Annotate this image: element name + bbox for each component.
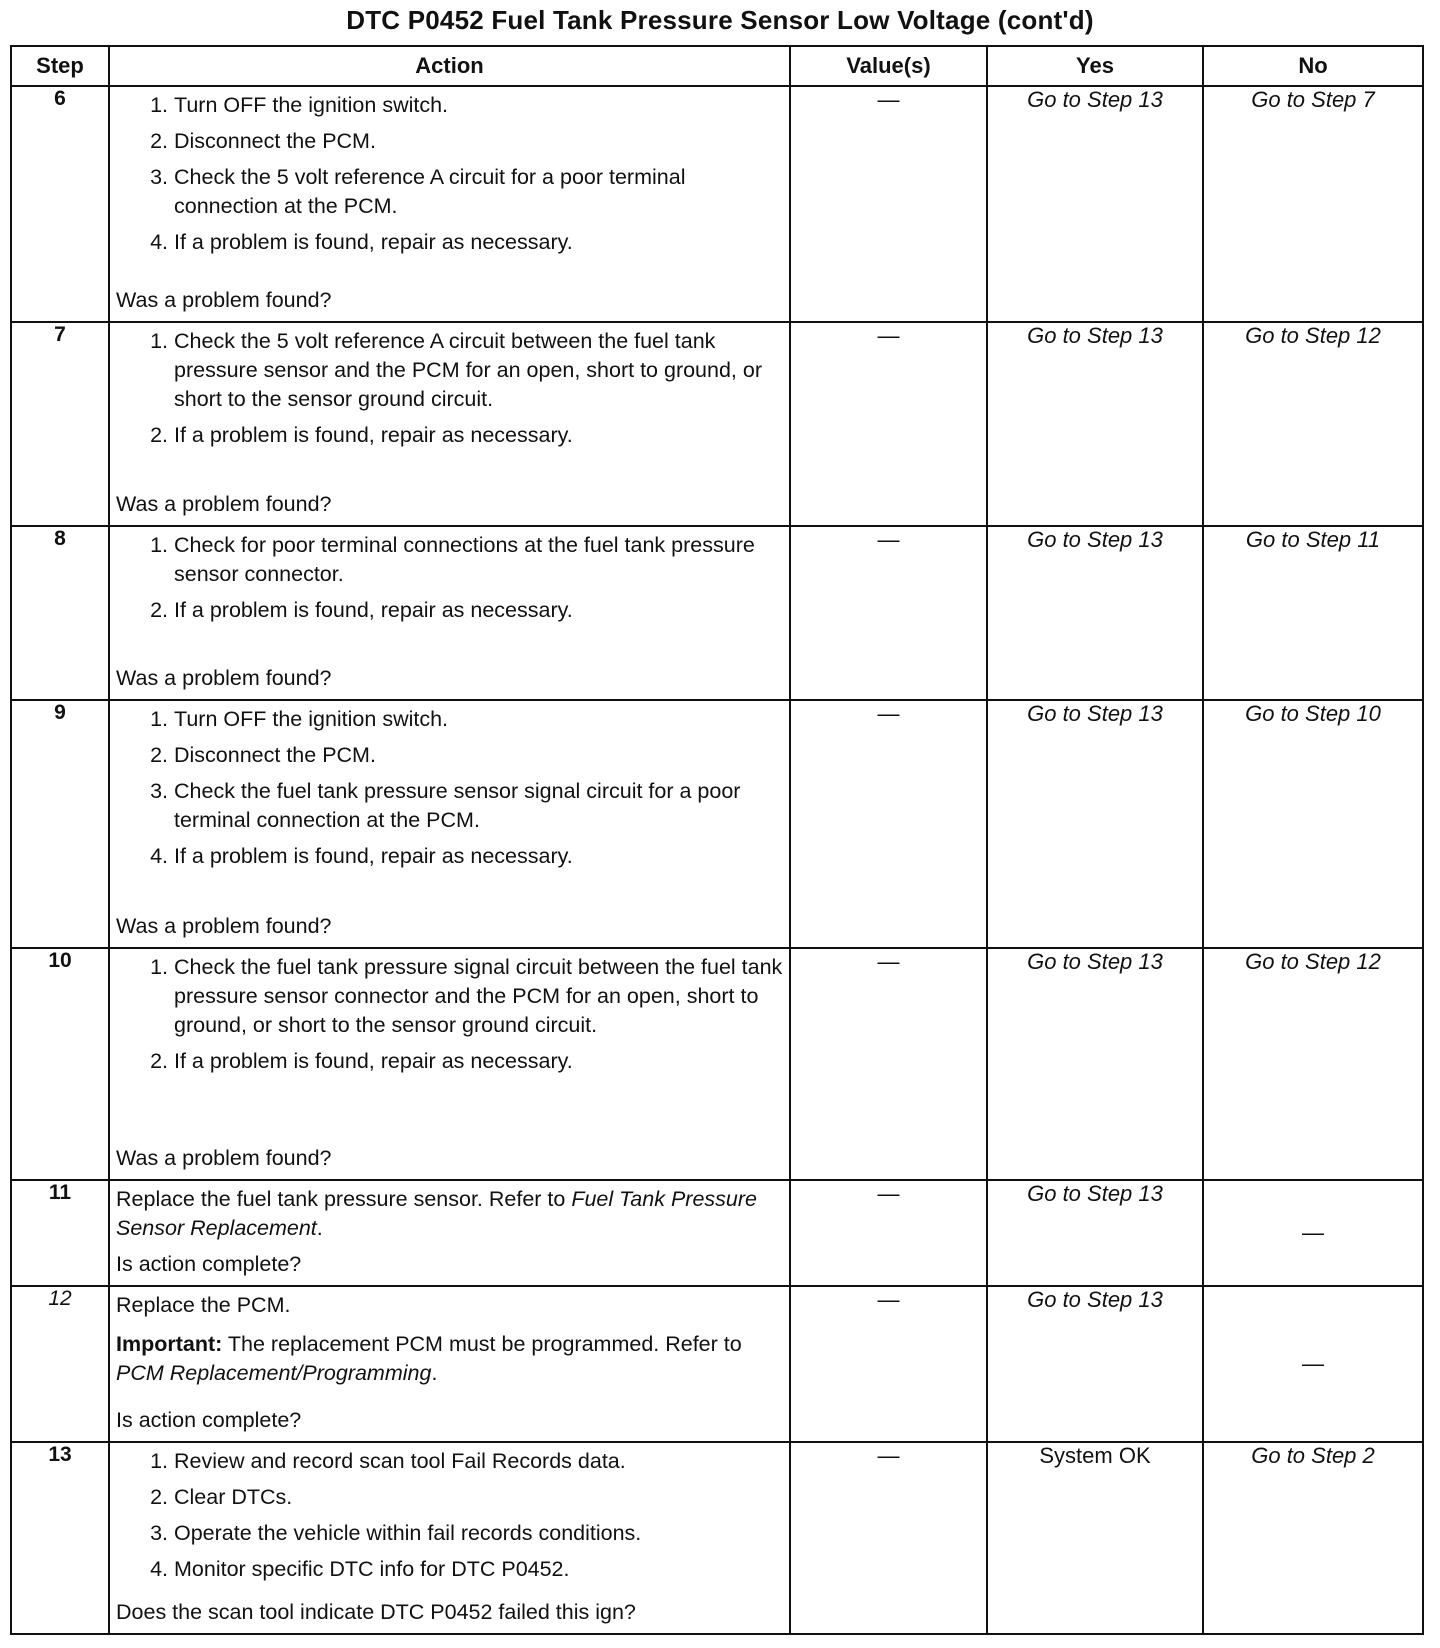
step-number: 6 xyxy=(11,86,109,322)
list-item: 2. If a problem is found, repair as necessary. xyxy=(150,423,573,447)
no-cell: Go to Step 2 xyxy=(1203,1442,1423,1634)
important-note: Important: The replacement PCM must be programmed. Refer to PCM Replacement/Programming. xyxy=(116,1332,742,1385)
list-item: 2. If a problem is found, repair as necessary. xyxy=(150,1049,573,1073)
diagnostic-table xyxy=(10,45,1424,1635)
action-cell xyxy=(109,1180,790,1286)
list-item: 3. Check the 5 volt reference A circuit for a poor terminal connection at the PCM. xyxy=(150,165,686,218)
step-number: 13 xyxy=(11,1442,109,1634)
action-list xyxy=(116,327,783,457)
step-number: 11 xyxy=(11,1180,109,1286)
action-cell xyxy=(109,1286,790,1442)
action-list xyxy=(116,705,783,878)
step-number: 9 xyxy=(11,700,109,948)
action-cell xyxy=(109,948,790,1180)
value-cell: — xyxy=(790,1286,987,1442)
list-item: 2. Clear DTCs. xyxy=(150,1485,293,1509)
action-list xyxy=(116,1447,783,1591)
no-cell: Go to Step 12 xyxy=(1203,948,1423,1180)
action-list xyxy=(116,531,783,632)
table-row xyxy=(11,1286,1423,1442)
question: Is action complete? xyxy=(116,1408,302,1432)
no-cell: Go to Step 10 xyxy=(1203,700,1423,948)
question: Was a problem found? xyxy=(116,914,332,938)
page-title: DTC P0452 Fuel Tank Pressure Sensor Low Voltage (cont'd) xyxy=(346,5,1094,35)
list-item: 4. Monitor specific DTC info for DTC P0452. xyxy=(150,1557,570,1581)
reference-link: Fuel Tank Pressure Sensor Replacement xyxy=(116,1187,757,1240)
list-item: 2. Disconnect the PCM. xyxy=(150,129,376,153)
yes-cell: Go to Step 13 xyxy=(987,1286,1203,1442)
action-cell xyxy=(109,526,790,700)
table-row xyxy=(11,86,1423,322)
list-item: 4. If a problem is found, repair as necessary. xyxy=(150,844,573,868)
header-row xyxy=(11,46,1423,86)
reference-link: PCM Replacement/Programming xyxy=(116,1361,432,1385)
no-cell: Go to Step 12 xyxy=(1203,322,1423,526)
table-row xyxy=(11,700,1423,948)
list-item: 1. Check the 5 volt reference A circuit between the fuel tank pressure sensor and the PCM for an open, short to ground, or short to the sensor ground circuit. xyxy=(150,329,762,411)
question: Was a problem found? xyxy=(116,666,332,690)
table-row xyxy=(11,948,1423,1180)
list-item: 3. Operate the vehicle within fail records conditions. xyxy=(150,1521,642,1545)
header-values: Value(s) xyxy=(790,46,987,86)
step-number: 8 xyxy=(11,526,109,700)
table-row xyxy=(11,526,1423,700)
step-number: 7 xyxy=(11,322,109,526)
action-cell xyxy=(109,700,790,948)
yes-cell: System OK xyxy=(987,1442,1203,1634)
question: Was a problem found? xyxy=(116,492,332,516)
value-cell: — xyxy=(790,1442,987,1634)
no-cell: Go to Step 11 xyxy=(1203,526,1423,700)
yes-cell: Go to Step 13 xyxy=(987,322,1203,526)
action-text: Replace the PCM. xyxy=(116,1293,291,1317)
header-action: Action xyxy=(109,46,790,86)
list-item: 1. Review and record scan tool Fail Records data. xyxy=(150,1449,626,1473)
header-yes: Yes xyxy=(987,46,1203,86)
no-cell: — xyxy=(1203,1180,1423,1286)
question: Was a problem found? xyxy=(116,288,332,312)
action-list xyxy=(116,91,783,264)
yes-cell: Go to Step 13 xyxy=(987,700,1203,948)
no-cell: — xyxy=(1203,1286,1423,1442)
list-item: 4. If a problem is found, repair as necessary. xyxy=(150,230,573,254)
value-cell: — xyxy=(790,1180,987,1286)
no-cell: Go to Step 7 xyxy=(1203,86,1423,322)
action-cell xyxy=(109,86,790,322)
value-cell: — xyxy=(790,948,987,1180)
list-item: 1. Check the fuel tank pressure signal circuit between the fuel tank pressure sensor connector and the PCM for an open, short to ground, or short to the sensor ground circuit. xyxy=(150,955,783,1037)
action-cell xyxy=(109,322,790,526)
yes-cell: Go to Step 13 xyxy=(987,948,1203,1180)
step-number: 12 xyxy=(11,1286,109,1442)
value-cell: — xyxy=(790,86,987,322)
list-item: 3. Check the fuel tank pressure sensor signal circuit for a poor terminal connection at the PCM. xyxy=(150,779,741,832)
table-row xyxy=(11,1442,1423,1634)
action-list xyxy=(116,953,783,1083)
list-item: 1. Turn OFF the ignition switch. xyxy=(150,93,449,117)
list-item: 1. Turn OFF the ignition switch. xyxy=(150,707,449,731)
value-cell: — xyxy=(790,526,987,700)
yes-cell: Go to Step 13 xyxy=(987,86,1203,322)
value-cell: — xyxy=(790,322,987,526)
question: Does the scan tool indicate DTC P0452 failed this ign? xyxy=(116,1600,636,1624)
header-no: No xyxy=(1203,46,1423,86)
step-number: 10 xyxy=(11,948,109,1180)
yes-cell: Go to Step 13 xyxy=(987,1180,1203,1286)
table-row xyxy=(11,322,1423,526)
action-cell xyxy=(109,1442,790,1634)
table-row xyxy=(11,1180,1423,1286)
list-item: 1. Check for poor terminal connections at the fuel tank pressure sensor connector. xyxy=(150,533,755,586)
question: Is action complete? xyxy=(116,1252,302,1276)
list-item: 2. Disconnect the PCM. xyxy=(150,743,376,767)
question: Was a problem found? xyxy=(116,1146,332,1170)
list-item: 2. If a problem is found, repair as necessary. xyxy=(150,598,573,622)
header-step: Step xyxy=(11,46,109,86)
yes-cell: Go to Step 13 xyxy=(987,526,1203,700)
value-cell: — xyxy=(790,700,987,948)
action-text: Replace the fuel tank pressure sensor. Refer to Fuel Tank Pressure Sensor Replacement. xyxy=(116,1187,757,1240)
